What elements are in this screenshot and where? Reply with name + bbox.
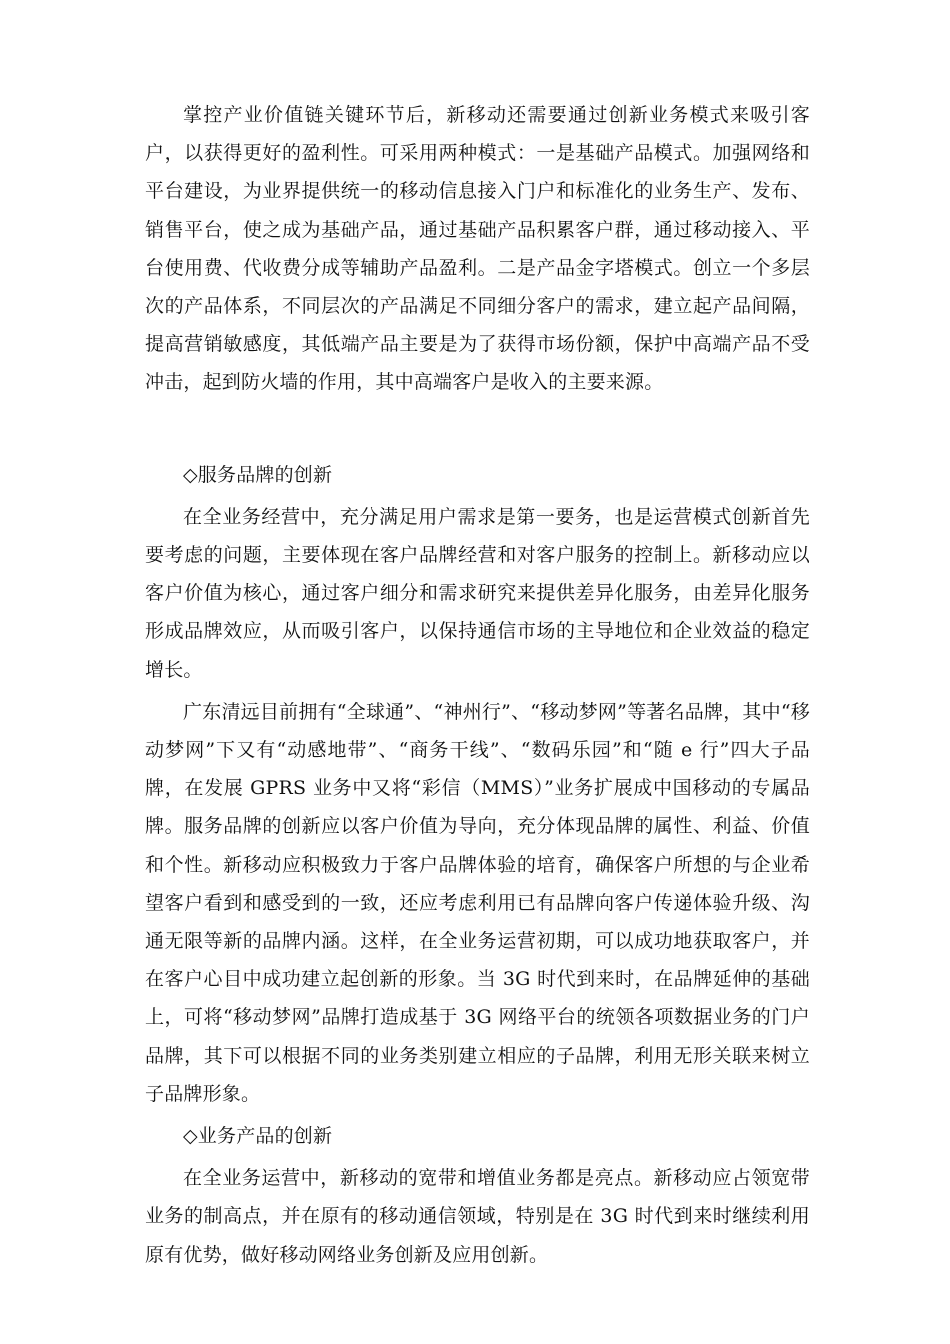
section-spacer [145, 402, 810, 456]
paragraph-business-model: 掌控产业价值链关键环节后，新移动还需要通过创新业务模式来吸引客户，以获得更好的盈利性。可采用两种模式：一是基础产品模式。加强网络和平台建设，为业界提供统一的移动信息接入门户和标准化的业务生产、发布、销售平台，使之成为基础产品，通过基础产品积累客户群，通过移动接入、平台使用费、代收费分成等辅助产品盈利。二是产品金字塔模式。创立一个多层次的产品体系，不同层次的产品满足不同细分客户的需求，建立起产品间隔，提高营销敏感度，其低端产品主要是为了获得市场份额，保护中高端产品不受冲击，起到防火墙的作用，其中高端客户是收入的主要来源。 [145, 104, 810, 394]
paragraph-qingyuan-brands: 广东清远目前拥有“全球通”、“神州行”、“移动梦网”等著名品牌，其中“移动梦网”下又有“动感地带”、“商务干线”、“数码乐园”和“随 e 行”四大子品牌，在发展 GPRS 业务中又将“彩信（MMS）”业务扩展成中国移动的专属品牌。服务品牌的创新应以客户价值为导向，充分体现品牌的属性、利益、价值和个性。新移动应积极致力于客户品牌体验的培育，确保客户所想的与企业希望客户看到和感受到的一致，还应考虑利用已有品牌向客户传递体验升级、沟通无限等新的品牌内涵。这样，在全业务运营初期，可以成功地获取客户，并在客户心目中成功建立起创新的形象。当 3G 时代到来时，在品牌延伸的基础上，可将“移动梦网”品牌打造成基于 3G 网络平台的统领各项数据业务的门户品牌，其下可以根据不同的业务类别建立相应的子品牌，利用无形关联来树立子品牌形象。 [145, 700, 810, 1105]
document-body [145, 96, 810, 1274]
section-heading-product-innovation: ◇业务产品的创新 [183, 1125, 333, 1148]
paragraph-product-innovation: 在全业务运营中，新移动的宽带和增值业务都是亮点。新移动应占领宽带业务的制高点，并在原有的移动通信领域，特别是在 3G 时代到来时继续利用原有优势，做好移动网络业务创新及应用创新。 [145, 1167, 810, 1266]
section-heading-service-brand: ◇服务品牌的创新 [183, 463, 333, 486]
paragraph-service-brand-intro: 在全业务经营中，充分满足用户需求是第一要务，也是运营模式创新首先要考虑的问题，主要体现在客户品牌经营和对客户服务的控制上。新移动应以客户价值为核心，通过客户细分和需求研究来提供差异化服务，由差异化服务形成品牌效应，从而吸引客户，以保持通信市场的主导地位和企业效益的稳定增长。 [145, 505, 810, 681]
